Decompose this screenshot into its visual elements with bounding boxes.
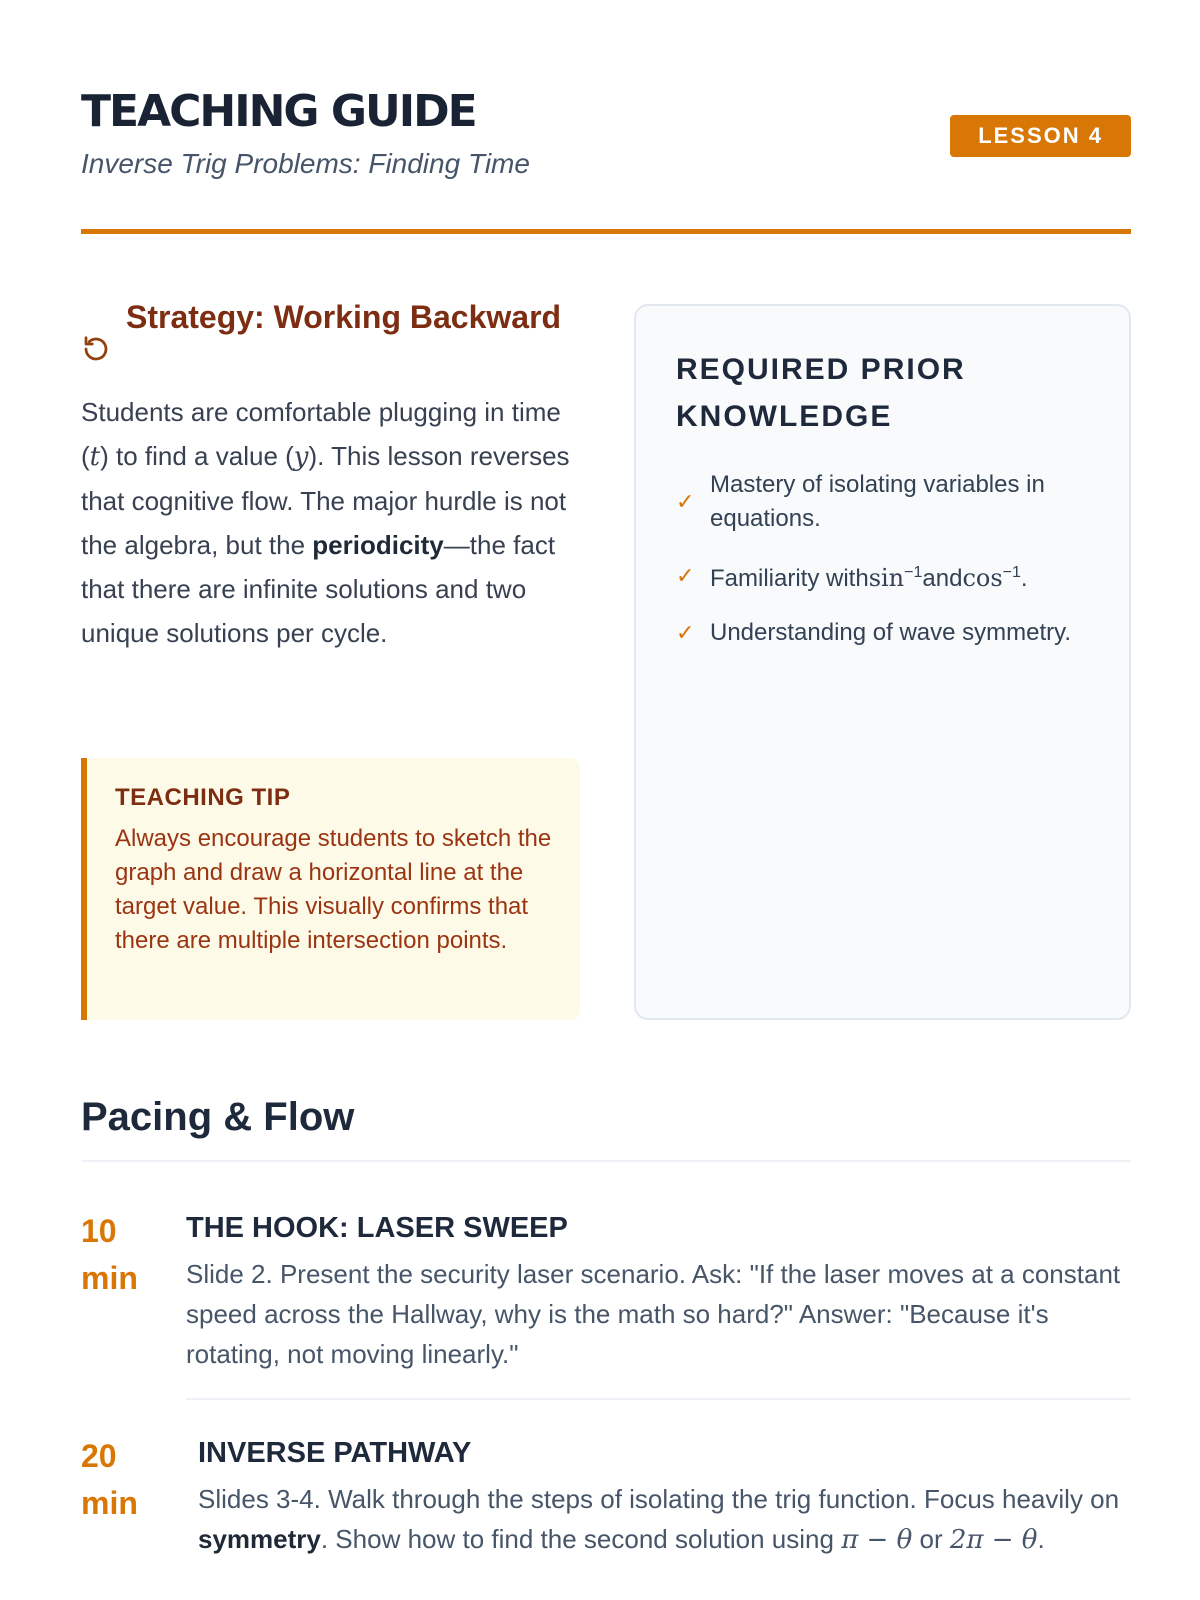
pace-bold-term: symmetry [198,1524,321,1554]
pace-unit: min [81,1260,138,1296]
strategy-text: Students are comfortable plugging in time ( [81,397,561,471]
strategy-title: Strategy: Working Backward [126,299,562,335]
math-variable-t: t [89,442,101,472]
strategy-section [81,299,581,655]
pace-body: Slide 2. Present the security laser scenario. Ask: "If the laser moves at a constant speed across the Hallway, why is the math so hard?" Answer: "Because it's rotating, not moving linearly." [186,1259,1121,1369]
math-expression: π − θ [841,1525,913,1555]
list-item-text: Understanding of wave symmetry. [710,619,1072,646]
tip-title: TEACHING TIP [115,784,291,811]
list-item-and: and [922,565,963,592]
list-item-prefix: Familiarity with [710,565,869,592]
check-icon: ✓ [676,563,695,588]
math-cos: cos [962,564,1003,592]
pacing-divider [81,1160,1131,1162]
row-divider [186,1398,1131,1400]
strategy-header [81,299,581,364]
strategy-text: ). This lesson reverses that cognitive flow. The major hurdle is not the algebra, but the [81,441,570,560]
pace-body-text: . [1037,1524,1045,1554]
math-sin: sin [868,564,905,592]
list-item-text: Mastery of isolating variables in equations. [710,471,1045,532]
math-variable-y: y [293,442,309,472]
pace-heading: INVERSE PATHWAY [198,1437,472,1469]
pace-heading: THE HOOK: LASER SWEEP [186,1212,568,1244]
list-item [676,616,1089,650]
check-icon: ✓ [676,620,695,645]
page-subtitle: Inverse Trig Problems: Finding Time [81,148,530,179]
check-icon: ✓ [676,489,695,514]
list-item [676,468,1089,536]
strategy-body [81,390,581,655]
math-exponent: −1 [1002,564,1021,581]
prior-knowledge-title: REQUIRED PRIOR KNOWLEDGE [676,353,966,433]
teaching-tip [81,758,580,1020]
header-divider [81,229,1131,234]
tip-body: Always encourage students to sketch the graph and draw a horizontal line at the target value. This visually confirms that there are multiple intersection points. [115,825,552,954]
refresh-icon [81,334,111,364]
pace-duration [81,1208,181,1302]
strategy-text: —the fact that there are infinite solutions and two unique solutions per cycle. [81,530,556,648]
prior-knowledge-card [634,304,1131,1020]
pace-body-text: or [912,1524,950,1554]
header [81,84,1131,234]
strategy-text: ) to find a value ( [100,441,294,471]
pace-minutes: 20 [81,1438,117,1474]
pace-content [186,1208,1131,1374]
pace-body [198,1479,1133,1560]
pace-body-text: . Show how to find the second solution using [320,1524,842,1554]
pace-duration [81,1433,181,1527]
lesson-badge: LESSON 4 [950,115,1131,157]
pace-content [198,1433,1133,1560]
list-item-text [710,556,1028,596]
math-expression: 2π − θ [949,1525,1038,1555]
list-item [676,556,1089,596]
pace-unit: min [81,1485,138,1521]
math-exponent: −1 [904,564,923,581]
pacing-title: Pacing & Flow [81,1095,355,1139]
page-title: TEACHING GUIDE [81,86,476,137]
strategy-bold-term: periodicity [312,530,444,560]
prior-knowledge-list [676,468,1089,650]
pace-minutes: 10 [81,1213,117,1249]
list-item-suffix: . [1020,565,1028,592]
pace-body-text: Slides 3-4. Walk through the steps of isolating the trig function. Focus heavily on [198,1484,1120,1514]
